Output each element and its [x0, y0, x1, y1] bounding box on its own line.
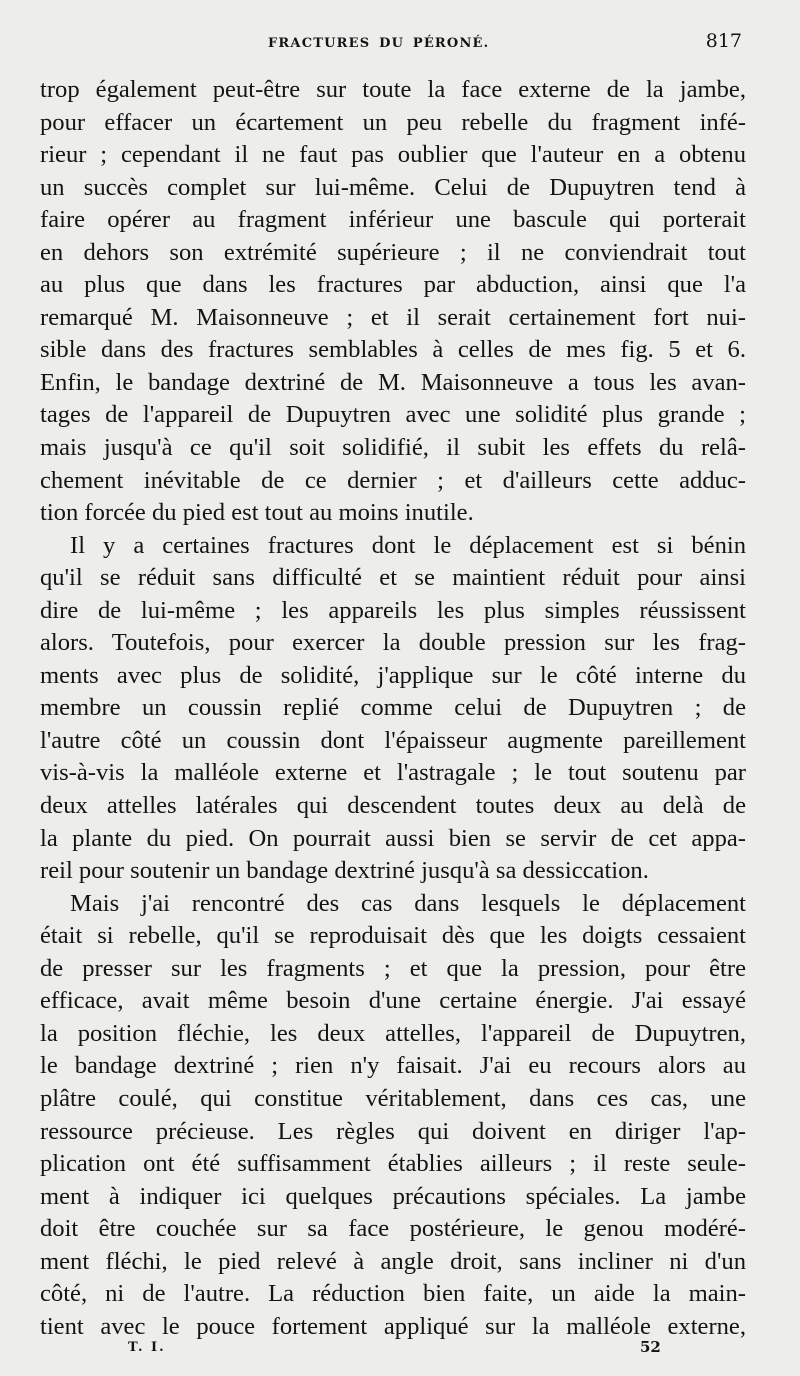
text-line: vis-à-vis la malléole externe et l'astragale ; le tout soutenu par: [40, 759, 746, 787]
page-header: [0, 30, 800, 64]
text-line: mais jusqu'à ce qu'il soit solidifié, il subit les effets du relâ-: [40, 434, 746, 462]
text-line: le bandage dextriné ; rien n'y faisait. J'ai eu recours alors au: [40, 1052, 746, 1080]
text-line: membre un coussin replié comme celui de Dupuytren ; de: [40, 694, 746, 722]
text-line: tages de l'appareil de Dupuytren avec une solidité plus grande ;: [40, 401, 746, 429]
signature-mark: 52: [640, 1338, 661, 1356]
text-line: Enfin, le bandage dextriné de M. Maisonneuve a tous les avan-: [40, 368, 746, 396]
text-line: reil pour soutenir un bandage dextriné jusqu'à sa dessiccation.: [40, 857, 649, 885]
text-line: qu'il se réduit sans difficulté et se maintient réduit pour ainsi: [40, 564, 746, 592]
text-line: trop également peut-être sur toute la face externe de la jambe,: [40, 76, 746, 103]
text-line: plication ont été suffisamment établies ailleurs ; il reste seule-: [40, 1150, 746, 1178]
text-line: la position fléchie, les deux attelles, l'appareil de Dupuytren,: [40, 1019, 746, 1047]
text-line: tion forcée du pied est tout au moins inutile.: [40, 499, 474, 527]
text-line: remarqué M. Maisonneuve ; et il serait certainement fort nui-: [40, 303, 746, 331]
text-line: doit être couchée sur sa face postérieure, le genou modéré-: [40, 1215, 746, 1243]
text-line: ressource précieuse. Les règles qui doivent en diriger l'ap-: [40, 1117, 746, 1145]
text-line: l'autre côté un coussin dont l'épaisseur augmente pareillement: [40, 726, 746, 754]
text-line: ment à indiquer ici quelques précautions spéciales. La jambe: [40, 1182, 746, 1210]
volume-mark: T. I.: [128, 1340, 166, 1355]
text-line: deux attelles latérales qui descendent toutes deux au delà de: [40, 792, 746, 820]
text-line: côté, ni de l'autre. La réduction bien faite, un aide la main-: [40, 1280, 746, 1308]
text-line: ment fléchi, le pied relevé à angle droit, sans incliner ni d'un: [40, 1247, 746, 1275]
text-line: efficace, avait même besoin d'une certaine énergie. J'ai essayé: [40, 987, 746, 1015]
text-line: alors. Toutefois, pour exercer la double pression sur les frag-: [40, 629, 746, 657]
page-number: 817: [705, 30, 742, 52]
text-line: dire de lui-même ; les appareils les plus simples réussissent: [40, 596, 746, 624]
text-line: tient avec le pouce fortement appliqué sur la malléole externe,: [40, 1312, 746, 1340]
text-line: Il y a certaines fractures dont le déplacement est si bénin: [70, 531, 746, 559]
text-line: sible dans des fractures semblables à celles de mes fig. 5 et 6.: [40, 336, 746, 364]
page-footer: [0, 1336, 800, 1364]
body-text: [40, 74, 746, 1343]
text-line: Mais j'ai rencontré des cas dans lesquels le déplacement: [70, 889, 746, 917]
text-line: faire opérer au fragment inférieur une bascule qui porterait: [40, 206, 746, 234]
text-line: ments avec plus de solidité, j'applique sur le côté interne du: [40, 661, 746, 689]
text-line: plâtre coulé, qui constitue véritablement, dans ces cas, une: [40, 1084, 746, 1112]
text-line: de presser sur les fragments ; et que la pression, pour être: [40, 954, 746, 982]
text-line: au plus que dans les fractures par abduction, ainsi que l'a: [40, 271, 746, 299]
text-line: chement inévitable de ce dernier ; et d'ailleurs cette adduc-: [40, 466, 746, 494]
text-line: en dehors son extrémité supérieure ; il ne conviendrait tout: [40, 238, 746, 266]
text-line: pour effacer un écartement un peu rebelle du fragment infé-: [40, 108, 746, 136]
text-line: était si rebelle, qu'il se reproduisait dès que les doigts cessaient: [40, 922, 746, 950]
text-line: la plante du pied. On pourrait aussi bien se servir de cet appa-: [40, 824, 746, 852]
text-line: un succès complet sur lui-même. Celui de Dupuytren tend à: [40, 173, 746, 201]
text-line: rieur ; cependant il ne faut pas oublier que l'auteur en a obtenu: [40, 141, 746, 169]
running-title: FRACTURES DU PÉRONÉ.: [268, 36, 490, 51]
